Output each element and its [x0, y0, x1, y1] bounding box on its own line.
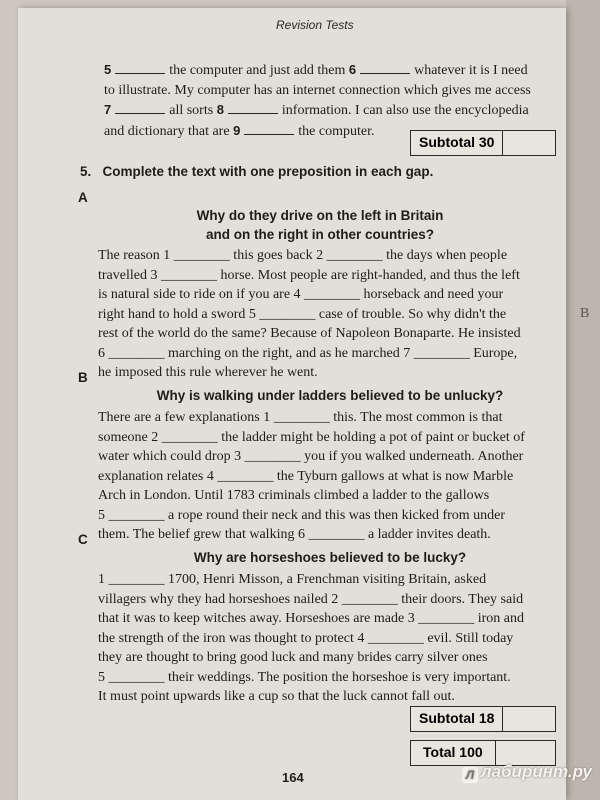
text-line: The reason 1 ________ this goes back 2 ________ the days when people	[98, 248, 508, 263]
section-a-heading: Why do they drive on the left in Britain and on the right in other countries?	[196, 208, 444, 242]
text-line: 1 ________ 1700, Henri Misson, a Frenchman visiting Britain, asked	[98, 572, 487, 587]
text-line: right hand to hold a sword 5 ________ case of trouble. So why didn't the	[98, 306, 507, 322]
text-line: he imposed this rule wherever he went.	[98, 365, 318, 380]
section-letter-b: B	[78, 370, 88, 385]
text-line: villagers why they had horseshoes nailed 2 ________ their doors. They said	[98, 591, 524, 607]
section-c-heading: Why are horseshoes believed to be lucky?	[193, 550, 467, 565]
exercise-text: Complete the text with one preposition in each gap.	[102, 164, 434, 179]
subtotal-30-box	[410, 130, 556, 156]
text-line: them. The belief grew that walking 6 ________ a ladder invites death.	[98, 527, 491, 542]
text-line: that it was to keep witches away. Horseshoes are made 3 ________ iron and	[98, 611, 524, 626]
score-field	[503, 131, 555, 155]
text-line: There are a few explanations 1 ________ this. The most common is that	[98, 410, 503, 425]
labirint-logo-icon: Л	[462, 767, 478, 783]
section-c-text	[98, 570, 556, 707]
section-letter-c: C	[78, 532, 88, 547]
subtotal-30-label: Subtotal 30	[411, 131, 503, 155]
top-paragraph	[104, 60, 554, 141]
text-line: rest of the world do the same? Because of Napoleon Bonaparte. He insisted	[98, 326, 521, 341]
exercise-instruction	[80, 164, 433, 179]
text-line: explanation relates 4 ________ the Tyburn gallows at what is now Marble	[98, 468, 514, 484]
section-letter-a: A	[78, 190, 88, 205]
text-line: and dictionary that are 9 the computer.	[104, 122, 375, 139]
text-line: travelled 3 ________ horse. Most people are right-handed, and thus the left	[98, 267, 520, 283]
text-line: someone 2 ________ the ladder might be holding a pot of paint or bucket of	[98, 429, 525, 445]
subtotal-18-box	[410, 706, 556, 732]
adjacent-page-edge	[566, 0, 600, 800]
section-b-heading: Why is walking under ladders believed to be unlucky?	[156, 388, 504, 403]
section-b-text	[98, 408, 556, 545]
text-line: It must point upwards like a cup so that the luck cannot fall out.	[98, 689, 455, 704]
text-line: to illustrate. My computer has an internet connection which gives me access	[104, 82, 531, 98]
text-line: 5 ________ their weddings. The position the horseshoe is very important.	[98, 669, 511, 685]
running-head: Revision Tests	[276, 18, 354, 32]
section-a-text	[98, 246, 556, 383]
exercise-number: 5.	[80, 164, 92, 179]
total-100-label: Total 100	[411, 741, 496, 765]
page-number: 164	[282, 770, 304, 785]
text-line: 5 the computer and just add them 6 whatever it is I need	[104, 62, 528, 78]
text-line: water which could drop 3 ________ you if you walked underneath. Another	[98, 449, 524, 464]
text-line: 6 ________ marching on the right, and as he marched 7 ________ Europe,	[98, 345, 518, 361]
text-line: Arch in London. Until 1783 criminals climbed a ladder to the gallows	[98, 488, 490, 503]
text-line: 7 all sorts 8 information. I can also use the encyclopedia	[104, 102, 529, 118]
watermark: Л лабиринт.ру	[462, 762, 592, 783]
subtotal-18-label: Subtotal 18	[411, 707, 503, 731]
margin-mark: B	[580, 306, 590, 321]
text-line: they are thought to bring good luck and many brides carry silver ones	[98, 650, 488, 665]
score-field	[503, 707, 555, 731]
text-line: is natural side to ride on if you are 4 ________ horseback and need your	[98, 287, 504, 302]
text-line: the strength of the iron was thought to protect 4 ________ evil. Still today	[98, 630, 514, 646]
text-line: 5 ________ a rope round their neck and this was then kicked from under	[98, 507, 506, 523]
